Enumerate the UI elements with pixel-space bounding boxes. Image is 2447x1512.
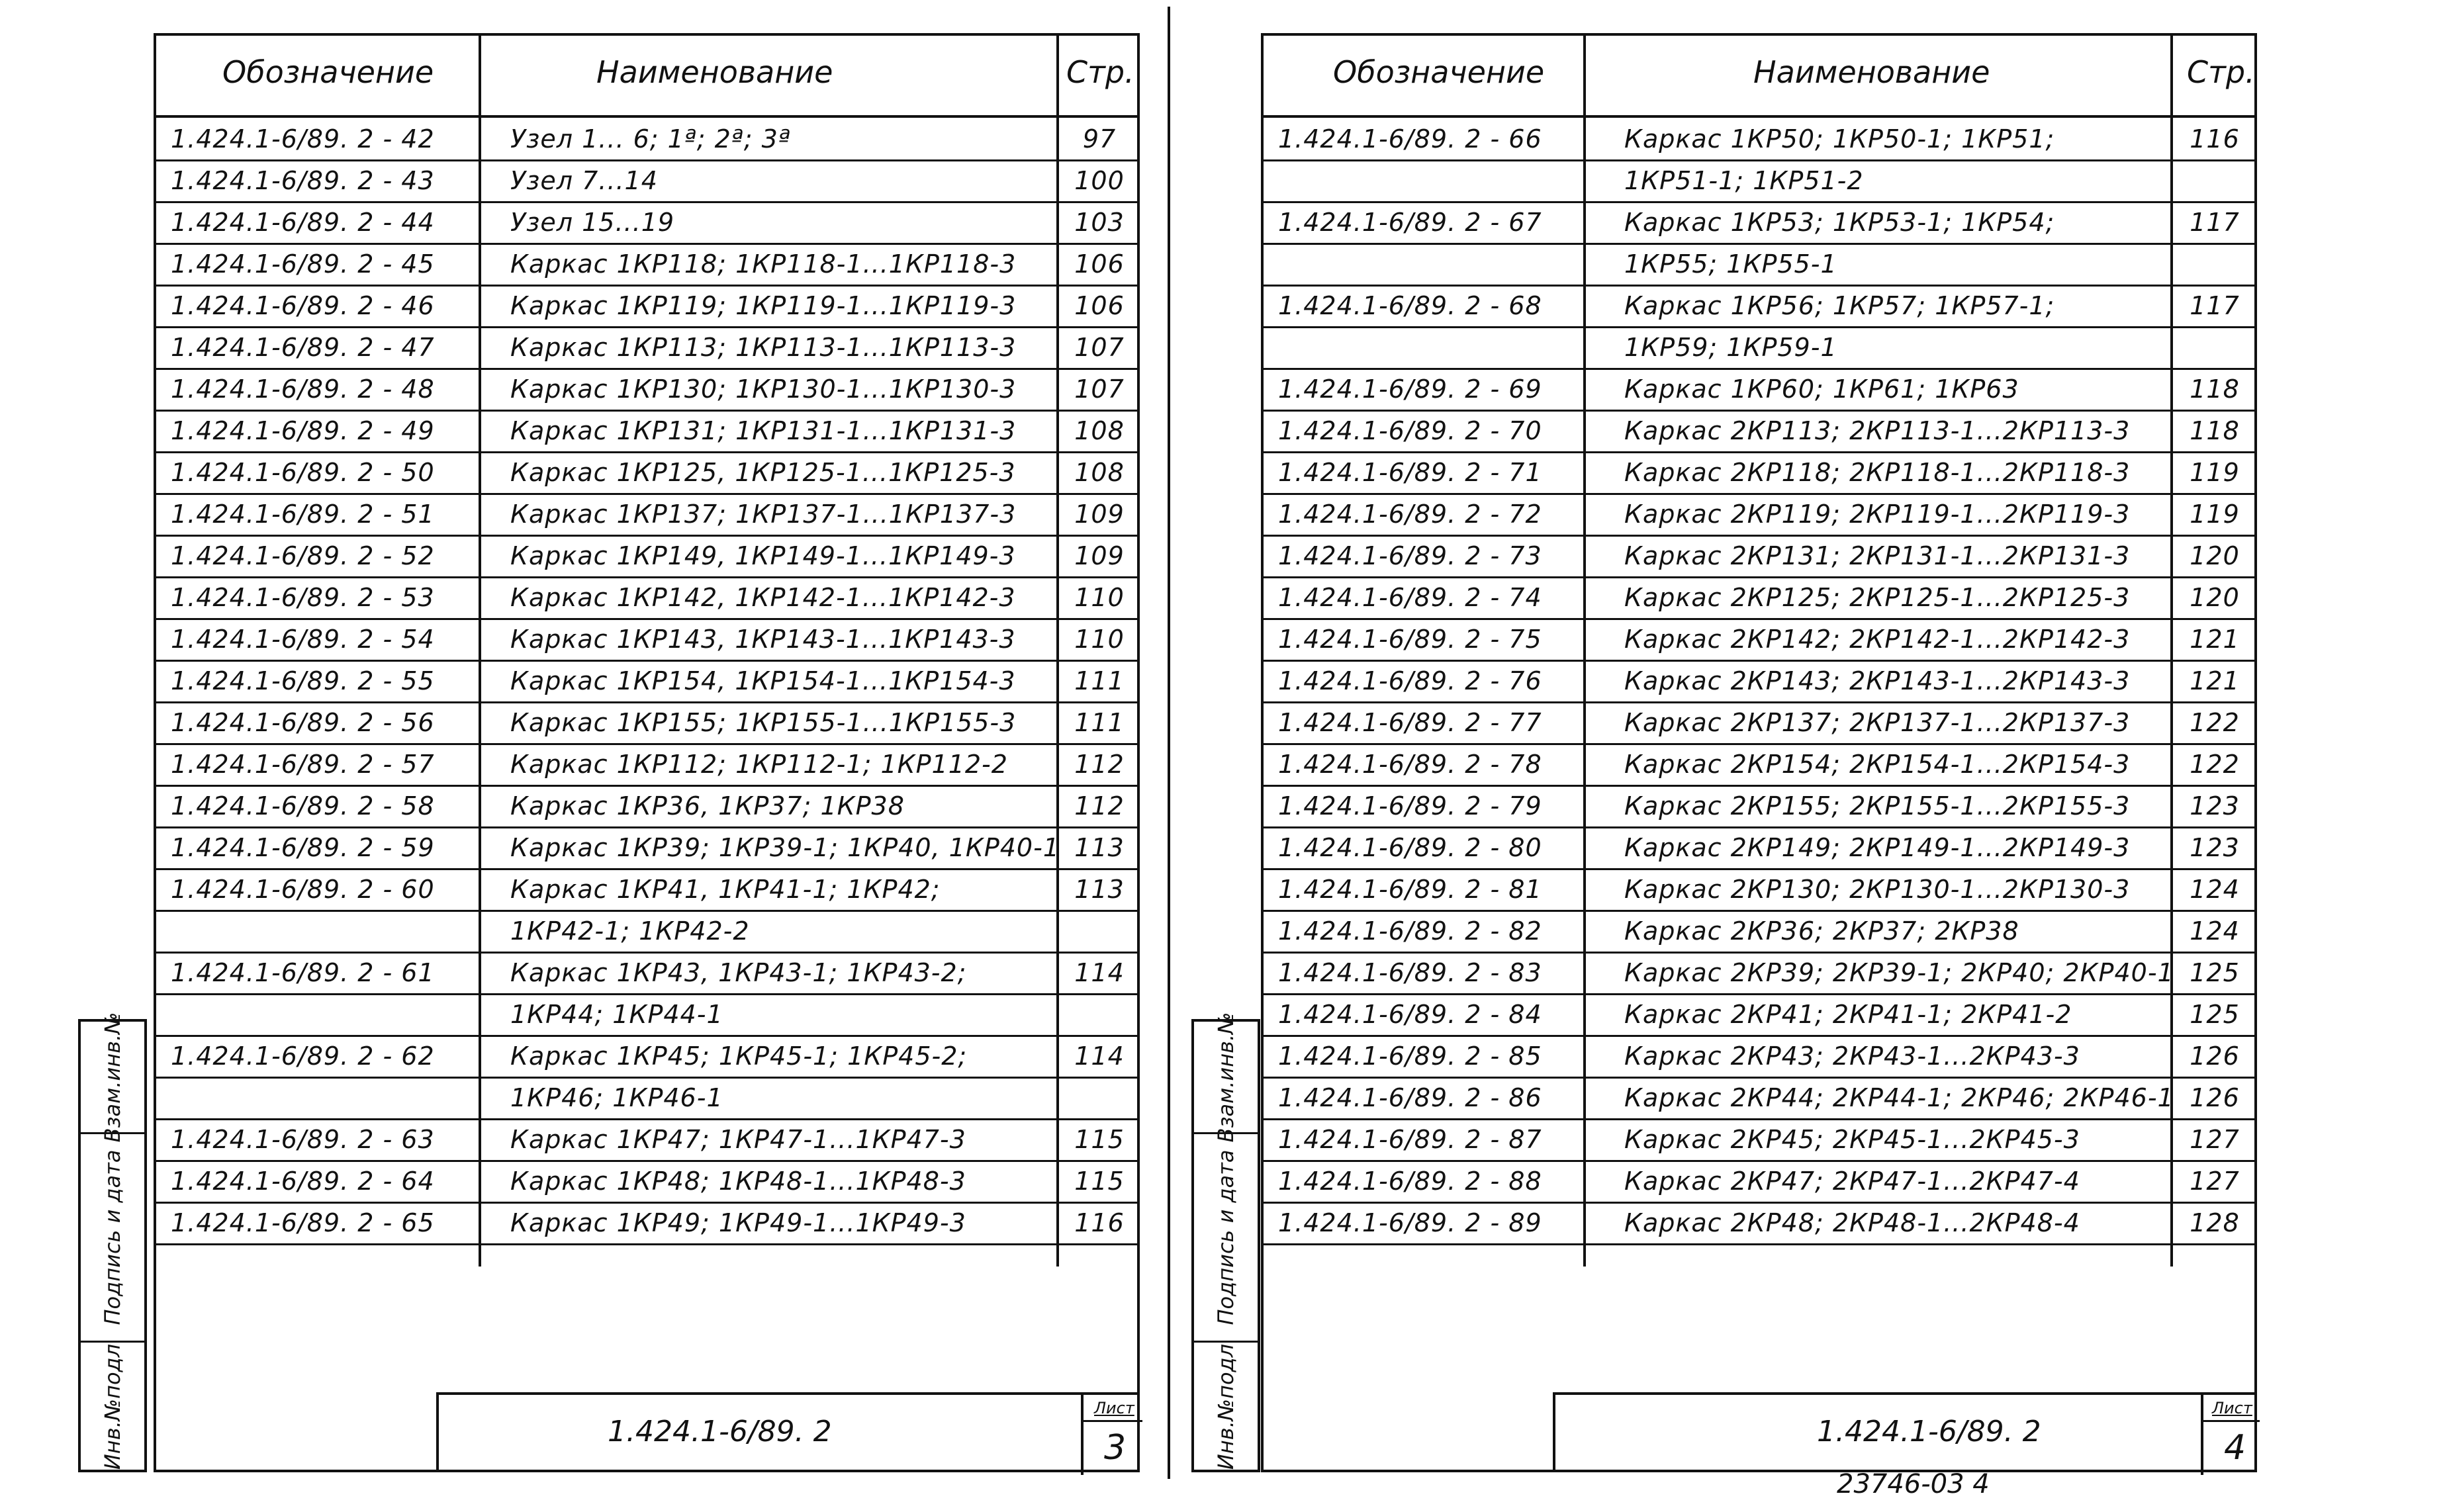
title-block-separator — [2201, 1420, 2260, 1422]
table-row — [1264, 785, 2254, 828]
title-block-sheet-label: Лист — [2212, 1399, 2252, 1417]
row-name: Каркас 2КР113; 2КР113-1...2КР113-3 — [1624, 416, 2131, 445]
side-cell-replace — [81, 1012, 144, 1142]
row-designation: 1.424.1-6/89. 2 - 44 — [171, 208, 435, 237]
row-designation: 1.424.1-6/89. 2 - 73 — [1278, 541, 1542, 570]
row-page: 106 — [1074, 249, 1125, 279]
row-name: Каркас 2КР45; 2КР45-1...2КР45-3 — [1624, 1125, 2080, 1154]
row-page: 115 — [1074, 1125, 1125, 1154]
row-name: Каркас 2КР44; 2КР44-1; 2КР46; 2КР46-1 — [1624, 1083, 2174, 1112]
table-row — [1264, 535, 2254, 578]
table-row — [1264, 285, 2254, 328]
row-designation: 1.424.1-6/89. 2 - 84 — [1278, 1000, 1542, 1029]
row-name: Каркас 1КР53; 1КР53-1; 1КР54; — [1624, 208, 2055, 237]
header-name: Наименование — [1753, 54, 1990, 90]
table-row — [1264, 868, 2254, 912]
table-row — [1264, 118, 2254, 161]
row-designation: 1.424.1-6/89. 2 - 66 — [1278, 124, 1542, 154]
row-name: Каркас 2КР48; 2КР48-1...2КР48-4 — [1624, 1208, 2080, 1237]
row-name: Каркас 1КР143, 1КР143-1...1КР143-3 — [510, 625, 1016, 654]
row-name: Каркас 1КР118; 1КР118-1...1КР118-3 — [510, 249, 1017, 279]
row-name: Каркас 2КР47; 2КР47-1...2КР47-4 — [1624, 1167, 2080, 1196]
table-row — [1264, 826, 2254, 870]
row-page: 107 — [1074, 333, 1125, 362]
title-block-code: 1.424.1-6/89. 2 — [1817, 1415, 2041, 1448]
side-cell-replace — [1194, 1012, 1258, 1142]
row-page: 120 — [2190, 583, 2240, 612]
title-block-sheet-number: 4 — [2224, 1428, 2246, 1468]
row-designation: 1.424.1-6/89. 2 - 76 — [1278, 666, 1542, 695]
row-designation: 1.424.1-6/89. 2 - 88 — [1278, 1167, 1542, 1196]
header-designation: Обозначение — [222, 54, 434, 90]
row-page: 117 — [2190, 208, 2240, 237]
table-row — [1264, 660, 2254, 703]
row-name: Каркас 1КР155; 1КР155-1...1КР155-3 — [510, 708, 1017, 737]
table-row — [1264, 1077, 2254, 1120]
row-name: Каркас 1КР112; 1КР112-1; 1КР112-2 — [510, 750, 1008, 779]
table-row — [1264, 576, 2254, 620]
row-page: 128 — [2190, 1208, 2240, 1237]
row-page: 114 — [1074, 958, 1125, 987]
row-name: Каркас 2КР149; 2КР149-1...2КР149-3 — [1624, 833, 2131, 862]
row-page: 118 — [2190, 416, 2240, 445]
row-page: 106 — [1074, 291, 1125, 320]
row-designation: 1.424.1-6/89. 2 - 50 — [171, 458, 435, 487]
side-label-replace: Взам.инв.№ — [100, 1012, 125, 1142]
row-designation: 1.424.1-6/89. 2 - 70 — [1278, 416, 1542, 445]
row-page: 124 — [2190, 916, 2240, 946]
row-designation: 1.424.1-6/89. 2 - 43 — [171, 166, 435, 195]
side-cell-inv-orig — [1194, 1343, 1258, 1472]
table-row — [156, 576, 1137, 620]
row-designation: 1.424.1-6/89. 2 - 71 — [1278, 458, 1542, 487]
table-row — [156, 243, 1137, 287]
row-page: 111 — [1074, 666, 1125, 695]
side-label-signature: Подпись и дата — [100, 1149, 125, 1325]
row-page: 108 — [1074, 458, 1125, 487]
row-name: Каркас 1КР56; 1КР57; 1КР57-1; — [1624, 291, 2055, 320]
row-designation: 1.424.1-6/89. 2 - 63 — [171, 1125, 435, 1154]
table-row — [1264, 410, 2254, 453]
sheet-right — [1261, 33, 2257, 1472]
row-page: 124 — [2190, 875, 2240, 904]
row-page: 118 — [2190, 375, 2240, 404]
row-designation: 1.424.1-6/89. 2 - 53 — [171, 583, 435, 612]
row-page: 115 — [1074, 1167, 1125, 1196]
row-page: 123 — [2190, 791, 2240, 821]
table-row — [156, 952, 1137, 995]
row-page: 109 — [1074, 541, 1125, 570]
row-name: Каркас 2КР43; 2КР43-1...2КР43-3 — [1624, 1042, 2080, 1071]
table-row — [156, 1118, 1137, 1162]
row-designation: 1.424.1-6/89. 2 - 54 — [171, 625, 435, 654]
row-name: Каркас 1КР45; 1КР45-1; 1КР45-2; — [510, 1042, 968, 1071]
row-page: 107 — [1074, 375, 1125, 404]
row-page: 112 — [1074, 791, 1125, 821]
table-row — [1264, 243, 2254, 287]
table-row — [1264, 1202, 2254, 1245]
table-row — [1264, 993, 2254, 1037]
row-designation: 1.424.1-6/89. 2 - 56 — [171, 708, 435, 737]
row-page: 127 — [2190, 1167, 2240, 1196]
row-designation: 1.424.1-6/89. 2 - 61 — [171, 958, 435, 987]
row-name: Узел 15...19 — [510, 208, 675, 237]
row-page: 113 — [1074, 833, 1125, 862]
row-name: 1КР55; 1КР55-1 — [1624, 249, 1837, 279]
table-row — [156, 618, 1137, 662]
row-name: Каркас 2КР125; 2КР125-1...2КР125-3 — [1624, 583, 2131, 612]
archive-number: 23746-03 4 — [1837, 1469, 1990, 1499]
table-header — [156, 36, 1137, 118]
row-page: 121 — [2190, 625, 2240, 654]
row-name: 1КР46; 1КР46-1 — [510, 1083, 723, 1112]
row-name: Каркас 1КР41, 1КР41-1; 1КР42; — [510, 875, 941, 904]
row-name: 1КР44; 1КР44-1 — [510, 1000, 723, 1029]
row-name: 1КР51-1; 1КР51-2 — [1624, 166, 1864, 195]
table-row — [156, 326, 1137, 370]
table-row — [156, 1077, 1137, 1120]
row-name: Каркас 2КР143; 2КР143-1...2КР143-3 — [1624, 666, 2131, 695]
side-label-inv-orig: Инв.№подл — [100, 1343, 125, 1470]
title-block-separator — [2201, 1395, 2203, 1475]
title-block-separator — [1081, 1420, 1142, 1422]
row-designation: 1.424.1-6/89. 2 - 52 — [171, 541, 435, 570]
table-row — [1264, 159, 2254, 203]
table-row — [156, 410, 1137, 453]
row-name: Каркас 1КР149, 1КР149-1...1КР149-3 — [510, 541, 1016, 570]
title-block-separator — [1081, 1395, 1084, 1475]
table-row — [156, 159, 1137, 203]
table-row — [156, 535, 1137, 578]
row-page: 123 — [2190, 833, 2240, 862]
row-name: Каркас 2КР118; 2КР118-1...2КР118-3 — [1624, 458, 2131, 487]
table-row — [1264, 201, 2254, 245]
table-row — [1264, 701, 2254, 745]
row-name: Каркас 1КР142, 1КР142-1...1КР142-3 — [510, 583, 1016, 612]
row-designation: 1.424.1-6/89. 2 - 46 — [171, 291, 435, 320]
row-name: Каркас 1КР43, 1КР43-1; 1КР43-2; — [510, 958, 967, 987]
row-designation: 1.424.1-6/89. 2 - 60 — [171, 875, 435, 904]
table-row — [1264, 1160, 2254, 1204]
row-name: Каркас 2КР137; 2КР137-1...2КР137-3 — [1624, 708, 2131, 737]
row-name: Каркас 1КР154, 1КР154-1...1КР154-3 — [510, 666, 1016, 695]
row-page: 97 — [1082, 124, 1117, 154]
row-page: 103 — [1074, 208, 1125, 237]
row-name: Каркас 1КР47; 1КР47-1...1КР47-3 — [510, 1125, 966, 1154]
row-page: 121 — [2190, 666, 2240, 695]
table-row — [1264, 1035, 2254, 1079]
row-page: 114 — [1074, 1042, 1125, 1071]
row-name: Каркас 1КР137; 1КР137-1...1КР137-3 — [510, 500, 1017, 529]
side-label-replace: Взам.инв.№ — [1213, 1012, 1238, 1142]
row-designation: 1.424.1-6/89. 2 - 87 — [1278, 1125, 1542, 1154]
table-row — [156, 993, 1137, 1037]
header-designation: Обозначение — [1333, 54, 1545, 90]
row-name: Каркас 2КР154; 2КР154-1...2КР154-3 — [1624, 750, 2131, 779]
table-row — [156, 660, 1137, 703]
row-name: Каркас 2КР39; 2КР39-1; 2КР40; 2КР40-1 — [1624, 958, 2174, 987]
table-row — [156, 201, 1137, 245]
row-name: Каркас 1КР39; 1КР39-1; 1КР40, 1КР40-1 — [510, 833, 1060, 862]
side-cell-signature — [1194, 1134, 1258, 1343]
row-page: 126 — [2190, 1083, 2240, 1112]
table-row — [1264, 493, 2254, 537]
table-row — [156, 493, 1137, 537]
table-row — [156, 118, 1137, 161]
row-designation: 1.424.1-6/89. 2 - 74 — [1278, 583, 1542, 612]
row-page: 125 — [2190, 1000, 2240, 1029]
row-designation: 1.424.1-6/89. 2 - 48 — [171, 375, 435, 404]
row-name: Каркас 1КР60; 1КР61; 1КР63 — [1624, 375, 2019, 404]
table-row — [1264, 1118, 2254, 1162]
row-page: 112 — [1074, 750, 1125, 779]
row-designation: 1.424.1-6/89. 2 - 69 — [1278, 375, 1542, 404]
side-strip-right — [1191, 1012, 1260, 1472]
row-page: 100 — [1074, 166, 1125, 195]
side-label-inv-orig: Инв.№подл — [1213, 1343, 1238, 1470]
row-page: 113 — [1074, 875, 1125, 904]
row-designation: 1.424.1-6/89. 2 - 65 — [171, 1208, 435, 1237]
row-page: 108 — [1074, 416, 1125, 445]
row-name: 1КР42-1; 1КР42-2 — [510, 916, 750, 946]
row-page: 119 — [2190, 458, 2240, 487]
table-row — [1264, 743, 2254, 787]
row-designation: 1.424.1-6/89. 2 - 42 — [171, 124, 435, 154]
row-name: Каркас 1КР36, 1КР37; 1КР38 — [510, 791, 905, 821]
row-designation: 1.424.1-6/89. 2 - 85 — [1278, 1042, 1542, 1071]
table-row — [156, 743, 1137, 787]
row-name: Каркас 1КР125, 1КР125-1...1КР125-3 — [510, 458, 1016, 487]
row-designation: 1.424.1-6/89. 2 - 80 — [1278, 833, 1542, 862]
row-name: Каркас 1КР50; 1КР50-1; 1КР51; — [1624, 124, 2055, 154]
row-page: 109 — [1074, 500, 1125, 529]
row-page: 120 — [2190, 541, 2240, 570]
sheet-left — [154, 33, 1140, 1472]
row-name: Каркас 2КР119; 2КР119-1...2КР119-3 — [1624, 500, 2131, 529]
row-name: Каркас 1КР49; 1КР49-1...1КР49-3 — [510, 1208, 966, 1237]
row-name: Узел 7...14 — [510, 166, 658, 195]
row-designation: 1.424.1-6/89. 2 - 49 — [171, 416, 435, 445]
row-designation: 1.424.1-6/89. 2 - 89 — [1278, 1208, 1542, 1237]
row-page: 116 — [2190, 124, 2240, 154]
row-designation: 1.424.1-6/89. 2 - 79 — [1278, 791, 1542, 821]
row-page: 110 — [1074, 625, 1125, 654]
row-page: 119 — [2190, 500, 2240, 529]
row-name: Каркас 2КР142; 2КР142-1...2КР142-3 — [1624, 625, 2131, 654]
table-header — [1264, 36, 2254, 118]
row-page: 122 — [2190, 708, 2240, 737]
title-block — [1553, 1392, 2257, 1472]
row-name: 1КР59; 1КР59-1 — [1624, 333, 1837, 362]
row-designation: 1.424.1-6/89. 2 - 83 — [1278, 958, 1542, 987]
row-name: Каркас 2КР130; 2КР130-1...2КР130-3 — [1624, 875, 2131, 904]
row-designation: 1.424.1-6/89. 2 - 68 — [1278, 291, 1542, 320]
row-designation: 1.424.1-6/89. 2 - 57 — [171, 750, 435, 779]
side-label-signature: Подпись и дата — [1213, 1149, 1238, 1325]
row-page: 125 — [2190, 958, 2240, 987]
row-page: 111 — [1074, 708, 1125, 737]
title-block-sheet-number: 3 — [1104, 1428, 1127, 1468]
row-name: Каркас 2КР155; 2КР155-1...2КР155-3 — [1624, 791, 2131, 821]
row-designation: 1.424.1-6/89. 2 - 64 — [171, 1167, 435, 1196]
table-row — [156, 451, 1137, 495]
row-name: Каркас 1КР48; 1КР48-1...1КР48-3 — [510, 1167, 966, 1196]
row-designation: 1.424.1-6/89. 2 - 59 — [171, 833, 435, 862]
row-designation: 1.424.1-6/89. 2 - 75 — [1278, 625, 1542, 654]
table-row — [1264, 451, 2254, 495]
table-row — [156, 285, 1137, 328]
row-designation: 1.424.1-6/89. 2 - 78 — [1278, 750, 1542, 779]
table-row — [156, 1160, 1137, 1204]
row-designation: 1.424.1-6/89. 2 - 77 — [1278, 708, 1542, 737]
row-name: Каркас 1КР131; 1КР131-1...1КР131-3 — [510, 416, 1017, 445]
row-designation: 1.424.1-6/89. 2 - 58 — [171, 791, 435, 821]
header-page: Стр. — [1066, 54, 1134, 90]
row-name: Каркас 2КР36; 2КР37; 2КР38 — [1624, 916, 2019, 946]
side-cell-inv-orig — [81, 1343, 144, 1472]
row-name: Каркас 2КР131; 2КР131-1...2КР131-3 — [1624, 541, 2131, 570]
title-block-code: 1.424.1-6/89. 2 — [608, 1415, 832, 1448]
row-designation: 1.424.1-6/89. 2 - 81 — [1278, 875, 1542, 904]
row-designation: 1.424.1-6/89. 2 - 86 — [1278, 1083, 1542, 1112]
title-block — [436, 1392, 1140, 1472]
table-row — [1264, 952, 2254, 995]
table-row — [156, 368, 1137, 412]
header-name: Наименование — [596, 54, 833, 90]
row-designation: 1.424.1-6/89. 2 - 72 — [1278, 500, 1542, 529]
side-cell-signature — [81, 1134, 144, 1343]
row-name: Узел 1... 6; 1ª; 2ª; 3ª — [510, 124, 791, 154]
row-page: 110 — [1074, 583, 1125, 612]
row-designation: 1.424.1-6/89. 2 - 45 — [171, 249, 435, 279]
row-designation: 1.424.1-6/89. 2 - 67 — [1278, 208, 1542, 237]
row-page: 122 — [2190, 750, 2240, 779]
row-designation: 1.424.1-6/89. 2 - 82 — [1278, 916, 1542, 946]
row-page: 117 — [2190, 291, 2240, 320]
row-designation: 1.424.1-6/89. 2 - 47 — [171, 333, 435, 362]
row-page: 127 — [2190, 1125, 2240, 1154]
table-row — [156, 1035, 1137, 1079]
row-name: Каркас 1КР119; 1КР119-1...1КР119-3 — [510, 291, 1017, 320]
table-row — [1264, 368, 2254, 412]
row-page: 116 — [1074, 1208, 1125, 1237]
page-divider — [1168, 7, 1170, 1479]
row-name: Каркас 2КР41; 2КР41-1; 2КР41-2 — [1624, 1000, 2072, 1029]
row-designation: 1.424.1-6/89. 2 - 55 — [171, 666, 435, 695]
table-row — [1264, 910, 2254, 954]
table-row — [156, 910, 1137, 954]
header-page: Стр. — [2187, 54, 2255, 90]
row-designation: 1.424.1-6/89. 2 - 51 — [171, 500, 435, 529]
table-row — [156, 1202, 1137, 1245]
table-row — [156, 868, 1137, 912]
table-row — [156, 785, 1137, 828]
table-row — [156, 826, 1137, 870]
side-strip-left — [78, 1012, 147, 1472]
table-row — [1264, 326, 2254, 370]
row-designation: 1.424.1-6/89. 2 - 62 — [171, 1042, 435, 1071]
title-block-sheet-label: Лист — [1094, 1399, 1134, 1417]
row-name: Каркас 1КР130; 1КР130-1...1КР130-3 — [510, 375, 1017, 404]
table-row — [156, 701, 1137, 745]
row-page: 126 — [2190, 1042, 2240, 1071]
row-name: Каркас 1КР113; 1КР113-1...1КР113-3 — [510, 333, 1017, 362]
table-row — [1264, 618, 2254, 662]
